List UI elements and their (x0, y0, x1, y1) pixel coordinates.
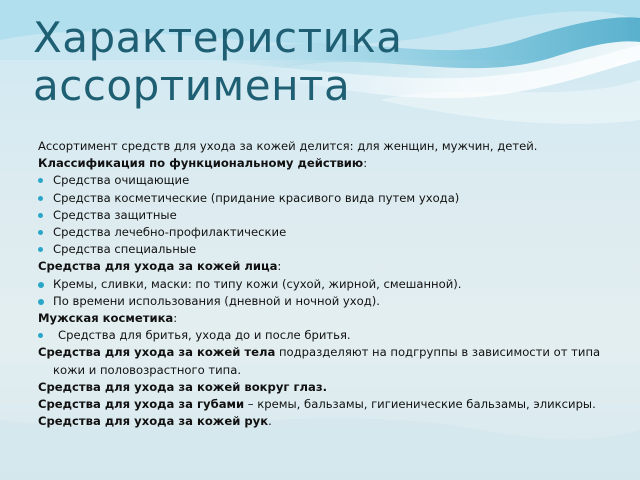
body-paragraph: Средства для ухода за кожей тела подразделяют на подгруппы в зависимости от типа кожи и половозрастного типа. (38, 345, 601, 377)
page-title (33, 14, 403, 110)
bullet-icon (38, 213, 43, 218)
face-heading: Средства для ухода за кожей лица: (38, 259, 282, 274)
lips-paragraph: Средства для ухода за губами – кремы, бальзамы, гигиенические бальзамы, эликсиры. (38, 397, 596, 412)
hands-heading: Средства для ухода за кожей рук. (38, 414, 272, 429)
list-item: Средства для бритья, ухода до и после бритья. (38, 327, 618, 344)
list-item: Кремы, сливки, маски: по типу кожи (сухой, жирной, смешанной). (38, 276, 618, 293)
bullet-icon (38, 282, 44, 288)
list-item: Средства специальные (38, 241, 618, 258)
bullet-icon (38, 230, 43, 235)
bullet-icon (38, 299, 44, 305)
list-item: Средства лечебно-профилактические (38, 224, 618, 241)
content-block (38, 138, 618, 430)
intro-text: Ассортимент средств для ухода за кожей делится: для женщин, мужчин, детей. (38, 139, 538, 153)
functional-list (38, 172, 618, 258)
list-item: По времени использования (дневной и ночной уход). (38, 293, 618, 310)
title-line-2: ассортимента (33, 61, 351, 110)
list-item: Средства защитные (38, 207, 618, 224)
bullet-icon (38, 178, 43, 183)
men-heading: Мужская косметика: (38, 311, 178, 326)
eyes-heading: Средства для ухода за кожей вокруг глаз. (38, 379, 328, 394)
bullet-icon (38, 333, 43, 338)
face-list (38, 276, 618, 310)
list-item: Средства косметические (придание красивого вида путем ухода) (38, 190, 618, 207)
title-line-1: Характеристика (33, 13, 403, 62)
classification-heading: Классификация по функциональному действию: (38, 156, 368, 171)
men-list (38, 327, 618, 344)
list-item: Средства очищающие (38, 172, 618, 189)
bullet-icon (38, 247, 43, 252)
bullet-icon (38, 196, 43, 201)
